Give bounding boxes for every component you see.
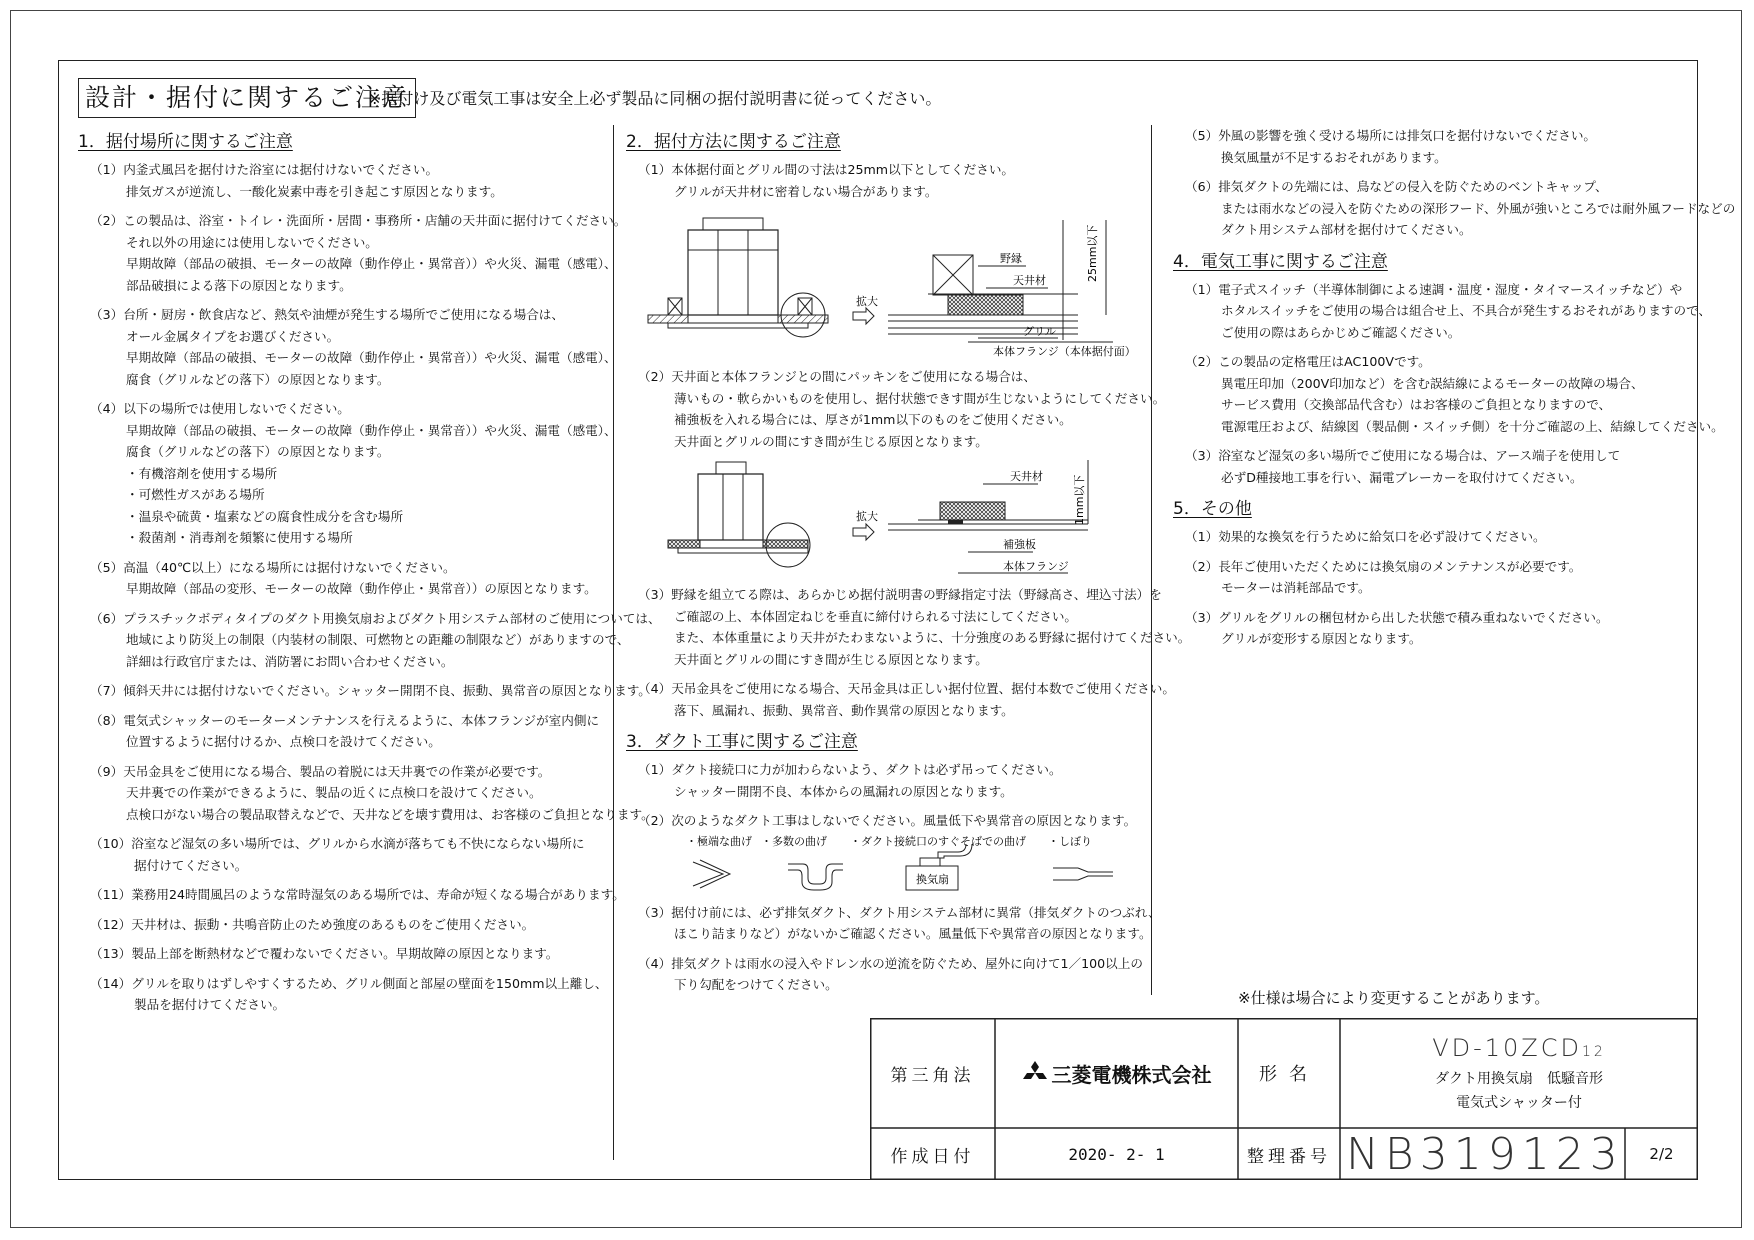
item-line: 位置するように据付けるか、点検口を設けてください。 [126, 734, 441, 749]
list-item [90, 710, 605, 753]
item-line: 排気ガスが逆流し、一酸化炭素中毒を引き起こす原因となります。 [126, 183, 503, 199]
item-line: ・温泉や硫黄・塩素などの腐食性成分を含む場所 [126, 508, 404, 524]
item-line: 天井面とグリルの間にすき間が生じる原因となります。 [674, 433, 988, 449]
item-line: シャッター開閉不良、本体からの風漏れの原因となります。 [674, 783, 1013, 799]
creation-date: 2020- 2- 1 [1068, 1144, 1165, 1164]
item-line: （6）プラスチックボディタイプのダクト用換気扇およびダクト用システム部材のご使用については、 [90, 610, 661, 626]
duct-label-sharp: ・極端な曲げ [686, 834, 752, 848]
column-2 [626, 125, 1191, 1004]
item-line: （12）天井材は、振動・共鳴音防止のため強度のあるものをご使用ください。 [90, 916, 535, 932]
list-item [90, 210, 627, 296]
duct-diagram [638, 834, 1143, 896]
list-item [90, 761, 654, 826]
item-line: （1）本体据付面とグリル間の寸法は25mm以下としてください。 [638, 162, 1015, 177]
column-divider-2 [1151, 125, 1152, 995]
column-1 [78, 125, 661, 1024]
item-line: （3）浴室など湿気の多い場所でご使用になる場合は、アース端子を使用して [1185, 448, 1621, 463]
item-line: （11）業務用24時間風呂のような常時湿気のある場所では、寿命が短くなる場合があります。 [90, 887, 625, 902]
item-line: 点検口がない場合の製品取替えなどで、天井などを壊す費用は、お客様のご負担となります。 [126, 806, 654, 822]
model-number: VD-10ZCD [1432, 1034, 1582, 1062]
item-line: ほこり詰まりなど）がないかご確認ください。風量低下や異常音の原因となります。 [674, 926, 1152, 941]
item-line: 下り勾配をつけてください。 [674, 977, 838, 992]
list-item [638, 759, 1143, 802]
installation-diagram-2 [638, 460, 1143, 578]
model-number-row [1432, 1034, 1606, 1062]
item-line: ダクト用システム部材を据付けてください。 [1221, 222, 1472, 237]
grille-label: グリル [1023, 325, 1056, 338]
list-item [90, 884, 625, 906]
item-line: （7）傾斜天井には据付けないでください。シャッター開閉不良、振動、異常音の原因となります。 [90, 683, 651, 698]
section-items [1185, 279, 1724, 489]
item-line: （4）以下の場所では使用しないでください。 [90, 401, 350, 416]
model-label: 形名 [1259, 1064, 1319, 1085]
list-item [90, 557, 605, 600]
list-item [90, 304, 617, 390]
item-line: 補強板を入れる場合には、厚さが1mm以下のものをご使用ください。 [674, 412, 1072, 427]
item-line: （14）グリルを取りはずしやすくするため、グリル側面と部屋の壁面を150mm以上離し、 [90, 975, 608, 991]
list-item [1185, 279, 1712, 344]
dimension-label: 1mm以下 [1073, 474, 1086, 525]
item-line: （1）効果的な換気を行うために給気口を必ず設けてください。 [1185, 529, 1546, 544]
item-line: （1）電子式スイッチ（半導体制御による速調・温度・湿度・タイマースイッチなど）や [1185, 281, 1683, 297]
item-line: 早期故障（部品の破損、モーターの故障（動作停止・異常音））や火災、漏電（感電）、 [126, 422, 617, 438]
plate-label: 補強板 [1003, 538, 1036, 551]
list-item [1185, 445, 1685, 488]
model-description-1: ダクト用換気扇 低騒音形 [1435, 1071, 1603, 1087]
item-line: ・殺菌剤・消毒剤を頻繁に使用する場所 [126, 530, 353, 545]
list-item [638, 366, 1166, 452]
item-line: 薄いもの・軟らかいものを使用し、据付状態できす間が生じないようにしてください。 [674, 390, 1166, 406]
list-item [638, 678, 1175, 721]
fan-box-label: 換気扇 [916, 872, 949, 886]
list-item [1185, 351, 1724, 437]
item-line: 換気風量が不足するおそれがあります。 [1221, 149, 1447, 165]
item-line: 早期故障（部品の破損、モーターの故障（動作停止・異常音））や火災、漏電（感電）、 [126, 350, 617, 365]
section-heading: 4．電気工事に関するご注意 [1173, 251, 1388, 272]
item-line: （2）天井面と本体フランジとの間にパッキンをご使用になる場合は、 [638, 369, 1036, 384]
page-number: 2/2 [1649, 1145, 1674, 1163]
item-line: 異電圧印加（200V印加など）を含む誤結線によるモーターの故障の場合、 [1221, 375, 1644, 391]
item-line: 腐食（グリルなどの落下）の原因となります。 [126, 371, 390, 387]
section-heading: 3．ダクト工事に関するご注意 [626, 732, 858, 752]
list-item [638, 159, 1143, 202]
mitsubishi-logo [1022, 1061, 1048, 1085]
list-item [90, 833, 605, 876]
list-item [90, 159, 605, 202]
item-line: （2）この製品の定格電圧はAC100Vです。 [1185, 354, 1431, 369]
installation-diagram-1 [638, 210, 1143, 360]
item-line: サービス費用（交換部品代含む）はお客様のご負担となりますので、 [1221, 397, 1612, 412]
safety-note: ※据付け及び電気工事は安全上必ず製品に同梱の据付説明書に従ってください。 [368, 89, 942, 108]
dimension-label: 25mm以下 [1086, 224, 1099, 282]
list-item [1185, 125, 1685, 168]
item-line: 部品破損による落下の原因となります。 [126, 277, 352, 293]
item-line: 腐食（グリルなどの落下）の原因となります。 [126, 444, 390, 459]
list-item [90, 943, 605, 965]
list-item [638, 953, 1143, 996]
number-label: 整理番号 [1247, 1146, 1331, 1167]
list-item [638, 810, 1143, 832]
item-line: （9）天吊金具をご使用になる場合、製品の着脱には天井裏での作業が必要です。 [90, 763, 551, 779]
list-item [90, 398, 617, 549]
item-line: （8）電気式シャッターのモーターメンテナンスを行えるように、本体フランジが室内側に [90, 712, 600, 728]
item-line: 天井面とグリルの間にすき間が生じる原因となります。 [674, 651, 988, 667]
section-items [1185, 125, 1736, 241]
item-line: （3）据付け前には、必ず排気ダクト、ダクト用システム部材に異常（排気ダクトのつぶれ、 [638, 904, 1161, 920]
item-line: （10）浴室など湿気の多い場所では、グリルから水滴が落ちても不快にならない場所に [90, 836, 585, 851]
list-item [90, 914, 605, 936]
item-line: （2）長年ご使用いただくためには換気扇のメンテナンスが必要です。 [1185, 558, 1582, 574]
item-line: 据付けてください。 [134, 857, 248, 873]
spec-change-note: ※仕様は場合により変更することがあります。 [1238, 989, 1550, 1007]
document-number: NB319123 [1346, 1128, 1624, 1180]
item-line: 地域により防災上の制限（内装材の制限、可燃物との距離の制限など）がありますので、 [126, 632, 630, 647]
model-description-2: 電気式シャッター付 [1456, 1095, 1582, 1111]
item-line: 早期故障（部品の変形、モーターの故障（動作停止・異常音））の原因となります。 [126, 581, 597, 596]
item-line: （3）台所・厨房・飲食店など、熱気や油煙が発生する場所でご使用になる場合は、 [90, 307, 564, 322]
item-line: （4）排気ダクトは雨水の浸入やドレン水の逆流を防ぐため、屋外に向けて1／100以上の [638, 955, 1143, 971]
item-line: オール金属タイプをお選びください。 [126, 328, 340, 344]
item-line: または雨水などの浸入を防ぐための深形フード、外風が強いところでは耐外風フードなどの [1221, 200, 1736, 216]
item-line: グリルが変形する原因となります。 [1221, 631, 1422, 646]
ceiling-label: 天井材 [1010, 470, 1043, 483]
list-item [90, 680, 651, 702]
section-heading: 1．据付場所に関するご注意 [78, 132, 293, 152]
list-item [638, 902, 1161, 945]
duct-label-narrow: ・しぼり [1048, 834, 1092, 848]
item-line: （3）野縁を組立てる際は、あらかじめ据付説明書の野縁指定寸法（野縁高さ、埋込寸法）を [638, 587, 1162, 602]
item-line: ご使用の際はあらかじめご確認ください。 [1221, 324, 1461, 340]
item-line: 早期故障（部品の破損、モーターの故障（動作停止・異常音））や火災、漏電（感電）、 [126, 256, 617, 271]
item-line: 電源電圧および、結線図（製品側・スイッチ側）を十分ご確認の上、結線してください。 [1221, 418, 1724, 434]
item-line: （3）グリルをグリルの梱包材から出した状態で積み重ねないでください。 [1185, 609, 1609, 625]
item-line: 天井裏での作業ができるように、製品の近くに点検口を設けてください。 [126, 785, 542, 800]
item-line: （2）次のようなダクト工事はしないでください。風量低下や異常音の原因となります。 [638, 813, 1137, 828]
item-line: 製品を据付けてください。 [134, 997, 286, 1012]
item-line: 必ずD種接地工事を行い、漏電ブレーカーを取付けてください。 [1221, 469, 1583, 485]
model-suffix: 12 [1581, 1044, 1606, 1060]
list-item [1185, 556, 1685, 599]
item-line: （5）外風の影響を強く受ける場所には排気口を据付けないでください。 [1185, 128, 1597, 143]
ceiling-label: 天井材 [1013, 274, 1046, 287]
company-name: 三菱電機株式会社 [1051, 1062, 1212, 1087]
date-label: 作成日付 [890, 1146, 975, 1167]
item-line: それ以外の用途には使用しないでください。 [126, 234, 378, 250]
list-item [90, 973, 608, 1016]
item-line: 詳細は行政官庁または、消防署にお問い合わせください。 [126, 653, 454, 669]
item-line: （1）ダクト接続口に力が加わらないよう、ダクトは必ず吊ってください。 [638, 762, 1062, 777]
item-line: ご確認の上、本体固定ねじを垂直に締付けられる寸法にしてください。 [674, 608, 1077, 624]
enlarge-label: 拡大 [856, 295, 878, 308]
list-item [638, 584, 1191, 670]
projection-method: 第三角法 [890, 1065, 975, 1086]
item-line: モーターは消耗部品です。 [1221, 580, 1371, 595]
section-items [1185, 526, 1685, 650]
item-line: ・有機溶剤を使用する場所 [126, 465, 278, 481]
item-line: （5）高温（40℃以上）になる場所には据付けないでください。 [90, 559, 456, 575]
item-line: ・可燃性ガスがある場所 [126, 487, 265, 502]
flange-label: 本体フランジ（本体据付面） [993, 345, 1136, 358]
company-name-cell [995, 1018, 1238, 1128]
item-line: （1）内釜式風呂を据付けた浴室には据付けないでください。 [90, 162, 439, 177]
item-line: （13）製品上部を断熱材などで覆わないでください。早期故障の原因となります。 [90, 946, 559, 961]
list-item [1185, 176, 1736, 241]
noen-label: 野縁 [1000, 252, 1022, 265]
list-item [1185, 526, 1685, 548]
list-item [90, 608, 661, 673]
duct-label-near: ・ダクト接続口のすぐそばでの曲げ [850, 834, 1026, 848]
item-line: グリルが天井材に密着しない場合があります。 [674, 183, 938, 199]
model-info [1340, 1018, 1698, 1128]
item-line: （6）排気ダクトの先端には、鳥などの侵入を防ぐためのベントキャップ、 [1185, 179, 1608, 194]
page-title: 設計・据付に関するご注意 [78, 78, 416, 118]
item-line: また、本体重量により天井がたわまないように、十分強度のある野縁に据付けてください。 [674, 630, 1191, 645]
column-3 [1173, 125, 1736, 658]
duct-label-multiple: ・多数の曲げ [761, 834, 827, 848]
enlarge-label: 拡大 [856, 510, 878, 523]
list-item [1185, 607, 1685, 650]
item-line: 落下、風漏れ、振動、異常音、動作異常の原因となります。 [674, 702, 1014, 718]
title-block [870, 1018, 1698, 1180]
section-heading: 5．その他 [1173, 499, 1252, 519]
item-line: （2）この製品は、浴室・トイレ・洗面所・居間・事務所・店舗の天井面に据付けてください。 [90, 213, 627, 228]
item-line: （4）天吊金具をご使用になる場合、天吊金具は正しい据付位置、据付本数でご使用ください。 [638, 681, 1175, 696]
section-heading: 2．据付方法に関するご注意 [626, 132, 841, 152]
flange-label: 本体フランジ [1003, 560, 1069, 573]
item-line: ホタルスイッチをご使用の場合は組合せ上、不具合が発生するおそれがありますので、 [1221, 303, 1712, 318]
section-items [90, 159, 661, 1016]
